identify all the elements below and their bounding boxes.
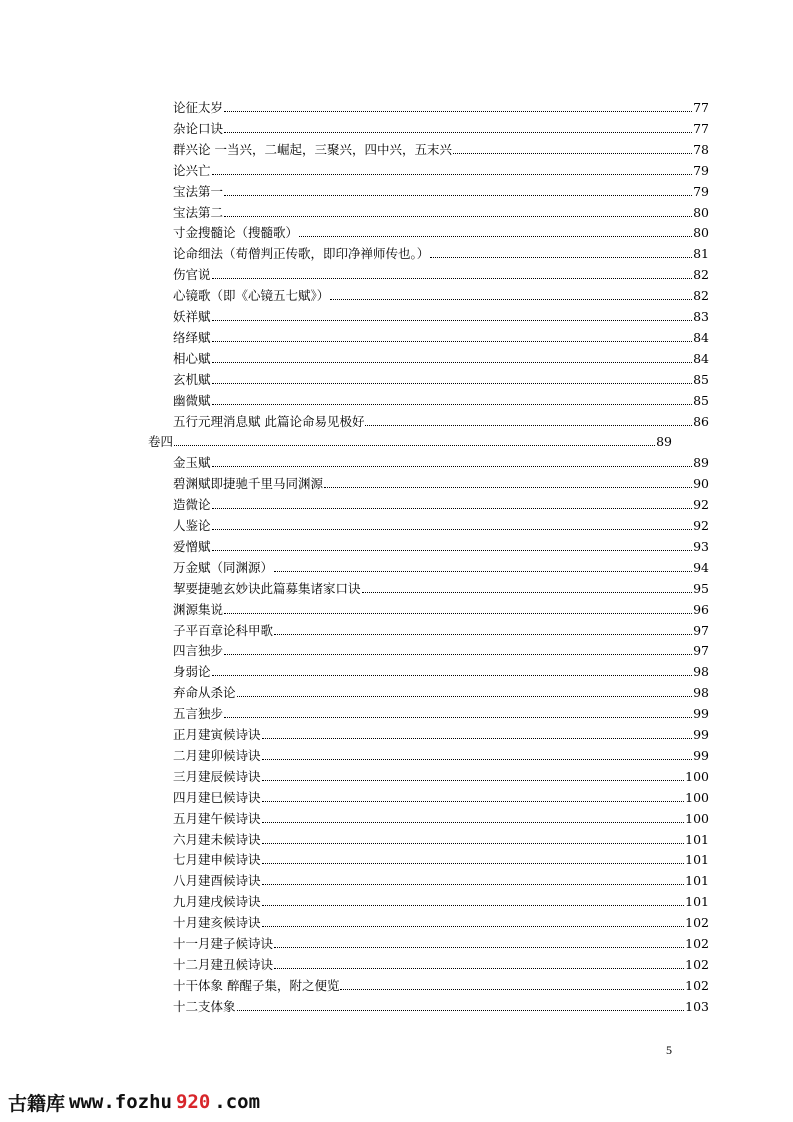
toc-leader-dots: [340, 989, 684, 990]
toc-entry-page: 98: [693, 664, 709, 680]
watermark-site-name: 古籍库: [8, 1092, 66, 1115]
toc-leader-dots: [212, 550, 693, 551]
toc-leader-dots: [274, 947, 684, 948]
toc-entry-title: 人鉴论: [173, 518, 211, 533]
toc-entry-title: 正月建寅候诗诀: [173, 727, 261, 742]
toc-leader-dots: [224, 216, 692, 217]
toc-entry[interactable]: [173, 701, 709, 721]
watermark: [8, 1088, 260, 1116]
toc-entry-title: 九月建戌候诗诀: [173, 894, 261, 910]
toc-entry-title: 万金赋（同渊源）: [173, 559, 274, 575]
toc-entry[interactable]: [173, 304, 709, 324]
toc-leader-dots: [224, 132, 692, 133]
toc-entry-title: 幽微赋: [173, 392, 211, 408]
toc-entry[interactable]: [173, 388, 709, 408]
toc-entry-title: 二月建卯候诗诀: [173, 747, 261, 763]
toc-entry[interactable]: [173, 659, 709, 679]
toc-entry[interactable]: [173, 534, 709, 554]
toc-leader-dots: [237, 1010, 685, 1011]
toc-entry-page: 100: [685, 789, 709, 805]
toc-leader-dots: [262, 926, 685, 927]
toc-entry[interactable]: [173, 471, 709, 491]
toc-entry-title: 论命细法（荀僧判正传歌，即印净禅师传也。）: [173, 246, 430, 262]
toc-entry-page: 100: [685, 810, 709, 826]
toc-leader-dots: [212, 529, 693, 530]
toc-leader-dots: [237, 696, 693, 697]
toc-leader-dots: [274, 571, 692, 572]
toc-entry-page: 101: [685, 831, 709, 847]
toc-entry-title: 十二支体象: [173, 998, 236, 1014]
toc-entry[interactable]: [173, 492, 709, 512]
toc-entry-title: 渊源集说: [173, 601, 224, 617]
toc-leader-dots: [224, 111, 692, 112]
toc-leader-dots: [212, 404, 693, 405]
toc-leader-dots: [212, 278, 693, 279]
toc-entry-title: 十一月建子候诗诀: [173, 936, 274, 951]
toc-section-heading[interactable]: [148, 429, 672, 449]
toc-leader-dots: [224, 195, 692, 196]
toc-entry[interactable]: [173, 994, 709, 1014]
toc-entry-page: 102: [685, 936, 709, 951]
toc-entry[interactable]: [173, 638, 709, 658]
toc-entry-page: 82: [693, 288, 709, 304]
toc-entry-page: 96: [693, 601, 709, 617]
toc-entry-page: 77: [693, 120, 709, 136]
toc-leader-dots: [224, 654, 692, 655]
toc-entry-page: 79: [693, 162, 709, 178]
toc-entry-page: 99: [693, 706, 709, 722]
toc-entry-title: 三月建辰候诗诀: [173, 768, 261, 784]
toc-entry[interactable]: [173, 743, 709, 763]
toc-entry-title: 子平百章论科甲歌: [173, 622, 274, 638]
toc-leader-dots: [262, 822, 685, 823]
watermark-url-number: 920: [175, 1091, 211, 1113]
toc-entry[interactable]: [173, 597, 709, 617]
toc-entry-page: 80: [693, 204, 709, 220]
toc-entry[interactable]: [173, 973, 709, 993]
toc-entry[interactable]: [173, 409, 709, 429]
toc-leader-dots: [262, 843, 685, 844]
toc-entry-page: 101: [685, 873, 709, 889]
toc-entry-page: 89: [693, 455, 709, 471]
toc-entry-page: 101: [685, 894, 709, 910]
toc-entry[interactable]: [173, 618, 709, 638]
page-number: 5: [666, 1043, 672, 1057]
toc-entry-title: 宝法第一: [173, 183, 224, 199]
toc-entry-title: 碧渊赋即捷驰千里马同渊源: [173, 476, 324, 492]
toc-entry[interactable]: [173, 262, 709, 282]
toc-entry-page: 101: [685, 852, 709, 868]
toc-entry[interactable]: [173, 868, 709, 888]
toc-entry[interactable]: [173, 450, 709, 470]
toc-leader-dots: [212, 466, 693, 467]
toc-leader-dots: [262, 738, 693, 739]
toc-entry-page: 85: [693, 392, 709, 408]
toc-leader-dots: [262, 801, 685, 802]
toc-entry-title: 五行元理消息赋 此篇论命易见极好: [173, 413, 365, 429]
toc-entry-title: 寸金搜髓论（搜髓歌）: [173, 225, 299, 241]
toc-leader-dots: [212, 320, 693, 321]
toc-entry[interactable]: [173, 95, 709, 115]
toc-entry-page: 93: [693, 538, 709, 554]
toc-entry-page: 102: [685, 915, 709, 931]
toc-leader-dots: [212, 174, 693, 175]
toc-entry-page: 83: [693, 309, 709, 324]
toc-entry-title: 十干体象 醉醒子集，附之便览: [173, 977, 340, 993]
toc-entry-title: 相心赋: [173, 350, 211, 366]
toc-entry-title: 金玉赋: [173, 455, 211, 471]
toc-entry-title: 十二月建丑候诗诀: [173, 956, 274, 972]
toc-entry-page: 80: [693, 225, 709, 241]
toc-entry[interactable]: [173, 806, 709, 826]
toc-entry[interactable]: [173, 576, 709, 596]
toc-entry[interactable]: [173, 847, 709, 867]
toc-entry-page: 97: [693, 643, 709, 659]
toc-entry[interactable]: [173, 952, 709, 972]
toc-entry-page: 86: [693, 413, 709, 429]
toc-entry-page: 98: [693, 685, 709, 701]
toc-leader-dots: [262, 884, 685, 885]
toc-entry-page: 94: [693, 559, 709, 575]
toc-entry-title: 四言独步: [173, 643, 224, 659]
toc-entry-title: 卷四: [148, 434, 174, 450]
toc-leader-dots: [212, 362, 693, 363]
toc-entry-page: 79: [693, 183, 709, 199]
toc-entry-page: 92: [693, 518, 709, 533]
toc-entry-title: 群兴论 一当兴，二崛起，三聚兴，四中兴，五末兴: [173, 141, 452, 157]
toc-leader-dots: [262, 863, 685, 864]
toc-entry[interactable]: [173, 241, 709, 261]
toc-entry-title: 心镜歌（即《心镜五七赋》）: [173, 288, 330, 304]
toc-entry-title: 六月建未候诗诀: [173, 831, 261, 847]
toc-entry-page: 84: [693, 329, 709, 345]
toc-entry[interactable]: [173, 220, 709, 240]
toc-leader-dots: [212, 675, 693, 676]
toc-entry-title: 八月建酉候诗诀: [173, 873, 261, 889]
toc-entry-page: 99: [693, 727, 709, 742]
toc-entry-page: 100: [685, 768, 709, 784]
toc-leader-dots: [262, 905, 685, 906]
toc-entry[interactable]: [173, 116, 709, 136]
toc-leader-dots: [212, 508, 693, 509]
toc-entry-title: 十月建亥候诗诀: [173, 915, 261, 931]
toc-entry-title: 造微论: [173, 497, 211, 513]
toc-leader-dots: [224, 717, 692, 718]
toc-entry-page: 82: [693, 267, 709, 283]
toc-entry-page: 77: [693, 100, 709, 115]
toc-entry[interactable]: [173, 680, 709, 700]
toc-entry-page: 78: [693, 141, 709, 157]
toc-entry-title: 身弱论: [173, 664, 211, 680]
toc-entry-page: 103: [685, 998, 709, 1014]
toc-entry-title: 伤官说: [173, 267, 211, 283]
toc-entry-title: 爱憎赋: [173, 538, 211, 554]
toc-entry-title: 挈要捷驰玄妙诀此篇募集诸家口诀: [173, 580, 361, 596]
toc-leader-dots: [274, 968, 684, 969]
toc-entry-page: 102: [685, 977, 709, 993]
toc-entry[interactable]: [173, 722, 709, 742]
toc-entry-page: 85: [693, 371, 709, 387]
toc-leader-dots: [365, 425, 692, 426]
toc-entry[interactable]: [173, 283, 709, 303]
toc-leader-dots: [362, 592, 693, 593]
toc-entry[interactable]: [173, 764, 709, 784]
toc-entry[interactable]: [173, 325, 709, 345]
toc-entry[interactable]: [173, 827, 709, 847]
toc-entry-title: 妖祥赋: [173, 309, 211, 324]
toc-entry[interactable]: [173, 137, 709, 157]
toc-leader-dots: [430, 257, 692, 258]
toc-entry-title: 宝法第二: [173, 204, 224, 220]
toc-entry-page: 97: [693, 622, 709, 638]
toc-entry[interactable]: [173, 555, 709, 575]
toc-entry[interactable]: [173, 346, 709, 366]
toc-entry-title: 五月建午候诗诀: [173, 810, 261, 826]
toc-entry-title: 五言独步: [173, 706, 224, 722]
toc-entry-title: 杂论口诀: [173, 120, 224, 136]
toc-leader-dots: [330, 299, 692, 300]
toc-entry-title: 玄机赋: [173, 371, 211, 387]
toc-entry-title: 论兴亡: [173, 162, 211, 178]
toc-leader-dots: [212, 341, 693, 342]
toc-entry-page: 89: [656, 434, 672, 450]
toc-entry-page: 92: [693, 497, 709, 513]
watermark-url-prefix: www.fozhu: [69, 1091, 172, 1113]
toc-leader-dots: [174, 445, 655, 446]
toc-leader-dots: [212, 383, 693, 384]
toc-entry-page: 95: [693, 580, 709, 596]
toc-entry-page: 99: [693, 747, 709, 763]
toc-leader-dots: [262, 780, 685, 781]
toc-leader-dots: [274, 634, 692, 635]
toc-entry[interactable]: [173, 158, 709, 178]
toc-entry-page: 81: [693, 246, 709, 262]
toc-entry-title: 七月建申候诗诀: [173, 852, 261, 868]
toc-leader-dots: [299, 236, 692, 237]
toc-leader-dots: [324, 487, 692, 488]
toc-entry[interactable]: [173, 367, 709, 387]
toc-entry-title: 弃命从杀论: [173, 685, 236, 701]
toc-entry-title: 络绎赋: [173, 329, 211, 345]
toc-entry-title: 四月建巳候诗诀: [173, 789, 261, 805]
toc-entry-page: 102: [685, 956, 709, 972]
toc-entry-title: 论征太岁: [173, 100, 224, 115]
toc-entry[interactable]: [173, 931, 709, 951]
watermark-url-domain: .com: [214, 1091, 261, 1113]
toc-entry[interactable]: [173, 200, 709, 220]
toc-leader-dots: [453, 153, 692, 154]
toc-entry-page: 90: [693, 476, 709, 492]
toc-entry[interactable]: [173, 910, 709, 930]
toc-entry-page: 84: [693, 350, 709, 366]
toc-leader-dots: [224, 613, 692, 614]
toc-entry[interactable]: [173, 785, 709, 805]
toc-entry[interactable]: [173, 179, 709, 199]
toc-entry[interactable]: [173, 513, 709, 533]
toc-entry[interactable]: [173, 889, 709, 909]
toc-leader-dots: [262, 759, 693, 760]
